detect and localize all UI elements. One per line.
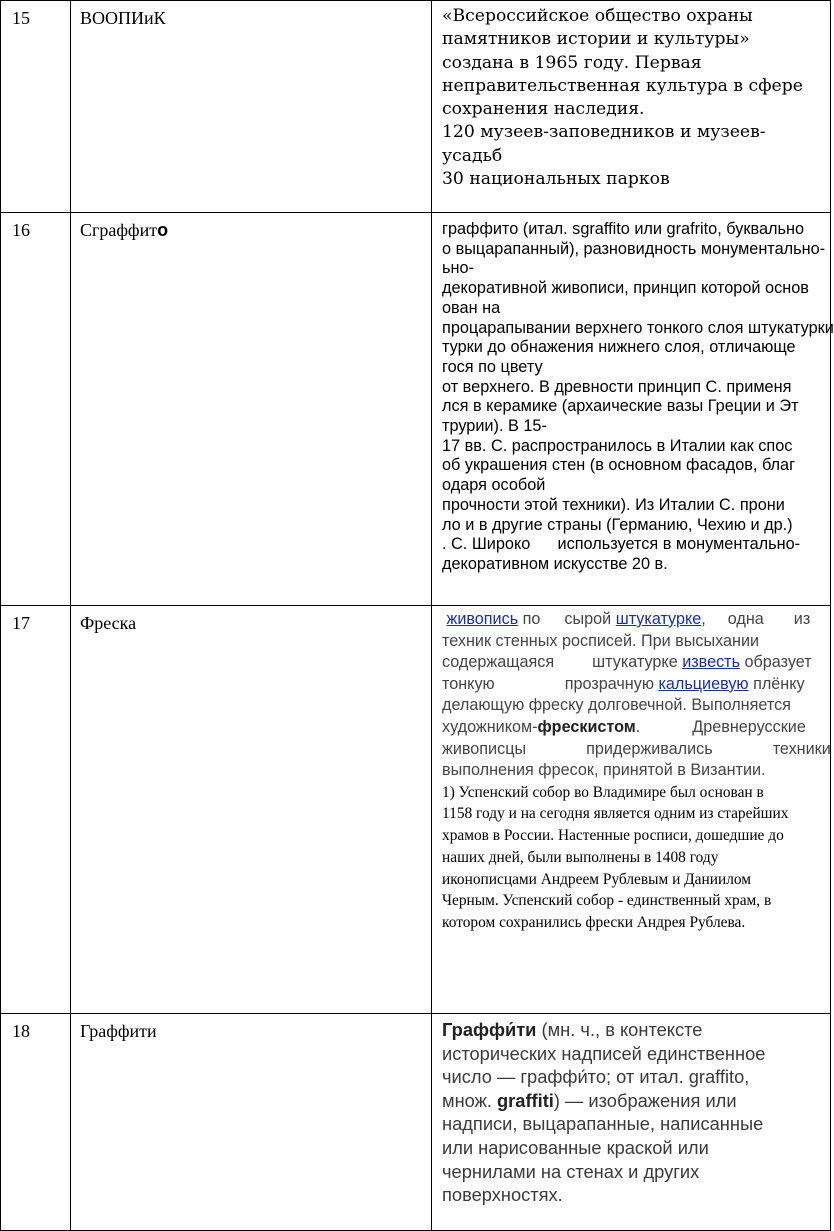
definition-cell bbox=[432, 606, 831, 1014]
link-lime[interactable]: известь bbox=[682, 653, 741, 672]
text-line: от верхнего. В древности принцип С. применя bbox=[442, 377, 792, 396]
link-calcium[interactable]: кальциевую bbox=[658, 674, 749, 693]
text-line bbox=[442, 717, 830, 739]
text-line bbox=[442, 609, 830, 631]
text-line: одаря особой bbox=[442, 476, 546, 495]
text-line: котором сохранились фрески Андрея Рублева. bbox=[442, 913, 746, 931]
text-run: техники bbox=[772, 739, 831, 758]
text-line: ьно- bbox=[442, 259, 474, 278]
text-line: 1) Успенский собор во Владимире был основан в bbox=[442, 783, 764, 801]
row-number: 17 bbox=[12, 613, 30, 633]
term-label: Фреска bbox=[80, 613, 137, 633]
table-row bbox=[1, 1, 831, 213]
text-line bbox=[442, 652, 830, 674]
row-number-cell bbox=[1, 1014, 71, 1231]
text-line: техник стенных росписей. При высыхании bbox=[442, 631, 760, 650]
text-run: тонкую bbox=[442, 674, 495, 693]
text-run: из bbox=[793, 610, 811, 628]
text-line: ло и в другие страны (Германию, Чехию и др.) bbox=[442, 515, 793, 534]
text-run: прозрачную bbox=[564, 674, 659, 693]
text-line: надписи, выцарапанные, написанные bbox=[442, 1113, 764, 1135]
text-line: о выцарапанный), разновидность монументально- bbox=[442, 239, 826, 258]
term-label: ВООПИиК bbox=[80, 8, 166, 28]
text-run: сырой bbox=[564, 610, 616, 628]
text-line: усадьб bbox=[442, 145, 503, 166]
text-run: живописцы bbox=[442, 739, 527, 758]
table-row bbox=[1, 1014, 831, 1231]
text-line: 17 вв. С. распространилось в Италии как спос bbox=[442, 436, 793, 455]
definition-text bbox=[432, 1014, 830, 1207]
link-painting[interactable]: живопись bbox=[446, 610, 519, 628]
row-number-cell bbox=[1, 213, 71, 606]
text-line: 120 музеев-заповедников и музеев- bbox=[442, 122, 766, 143]
text-line: трурии). В 15- bbox=[442, 417, 547, 436]
text-run: придерживались bbox=[586, 739, 713, 758]
text-run: содержащаяся bbox=[442, 653, 555, 672]
text-line: об украшения стен (в основном фасадов, благ bbox=[442, 456, 796, 475]
text-line: наших дней, были выполнены в 1408 году bbox=[442, 848, 719, 866]
text-run: образует bbox=[740, 653, 812, 672]
definition-text bbox=[432, 606, 830, 934]
text-run: . bbox=[635, 717, 641, 736]
text-run: по bbox=[518, 610, 541, 628]
definition-text bbox=[432, 213, 834, 575]
text-run: штукатурке bbox=[592, 653, 683, 672]
text-line: гося по цвету bbox=[442, 357, 543, 376]
text-line: выполнения фресок, принятой в Византии. bbox=[442, 761, 766, 780]
text-line: сохранения наследия. bbox=[442, 99, 645, 120]
term-cell bbox=[71, 1, 432, 213]
link-plaster[interactable]: штукатурке bbox=[615, 610, 702, 628]
text-line: 1158 году и на сегодня является одним из старейших bbox=[442, 805, 789, 823]
text-line bbox=[442, 1018, 830, 1042]
text-line: число — граффи́то; от итал. graffito, bbox=[442, 1066, 750, 1088]
text-run: одна bbox=[727, 610, 764, 628]
definition-text bbox=[432, 1, 830, 191]
text-line: храмов в России. Настенные росписи, дошедшие до bbox=[442, 827, 784, 845]
text-line: делающую фреску долговечной. Выполняется bbox=[442, 696, 791, 715]
table-row bbox=[1, 606, 831, 1014]
text-run: множ. bbox=[442, 1089, 498, 1111]
term-label bbox=[71, 213, 431, 242]
row-number-cell bbox=[1, 606, 71, 1014]
term-label-main: Сграффит bbox=[80, 220, 158, 240]
bold-text: graffiti bbox=[497, 1089, 554, 1111]
text-line: иконописцами Андреем Рублевым и Даниилом bbox=[442, 870, 752, 888]
fresco-description bbox=[442, 606, 830, 782]
text-line: поверхностях. bbox=[442, 1184, 563, 1206]
text-line: ован на bbox=[442, 298, 501, 317]
text-line: граффито (итал. sgraffito или grafrito, буквально bbox=[442, 220, 805, 238]
text-line: чернилами на стенах и других bbox=[442, 1160, 700, 1182]
text-line: декоративном искусстве 20 в. bbox=[442, 554, 668, 573]
text-line: исторических надписей единственное bbox=[442, 1042, 766, 1064]
text-line bbox=[442, 674, 830, 696]
text-run: плёнку bbox=[748, 674, 805, 693]
bold-text: Граффи́ти bbox=[442, 1019, 537, 1040]
term-label-ending: о bbox=[157, 220, 169, 240]
text-line: процарапывании верхнего тонкого слоя штукатурки bbox=[442, 318, 834, 337]
fresco-example bbox=[442, 782, 830, 934]
text-line: . С. Широко используется в монументально- bbox=[442, 535, 801, 554]
row-number: 18 bbox=[12, 1021, 30, 1041]
row-number: 15 bbox=[12, 8, 30, 28]
text-line bbox=[442, 1089, 830, 1113]
text-line: создана в 1965 году. Первая bbox=[442, 52, 702, 73]
text-run: , bbox=[701, 610, 706, 628]
term-cell bbox=[71, 1014, 432, 1231]
text-line: 30 национальных парков bbox=[442, 169, 670, 190]
text-line: декоративной живописи, принцип которой основ bbox=[442, 279, 809, 298]
table-row bbox=[1, 213, 831, 606]
term-cell bbox=[71, 213, 432, 606]
text-line: турки до обнажения нижнего слоя, отличающе bbox=[442, 338, 796, 357]
text-line: неправительственная культура в сфере bbox=[442, 75, 803, 96]
definition-cell bbox=[432, 1, 831, 213]
text-run: (мн. ч., в контексте bbox=[536, 1019, 703, 1040]
row-number: 16 bbox=[12, 220, 30, 240]
text-line: памятников истории и культуры» bbox=[442, 29, 750, 50]
text-line: или нарисованные краской или bbox=[442, 1136, 709, 1158]
text-line bbox=[442, 739, 830, 761]
text-line: прочности этой техники). Из Италии С. прони bbox=[442, 495, 785, 514]
bold-text: фрескистом bbox=[537, 717, 636, 736]
term-label: Граффити bbox=[80, 1021, 157, 1041]
row-number-cell bbox=[1, 1, 71, 213]
text-run: художником- bbox=[442, 717, 538, 736]
definition-cell bbox=[432, 1014, 831, 1231]
text-run: Древнерусские bbox=[692, 717, 806, 736]
text-line: «Всероссийское общество охраны bbox=[442, 6, 753, 26]
text-line: Черным. Успенский собор - единственный храм, в bbox=[442, 892, 772, 910]
text-line: лся в керамике (архаические вазы Греции и Эт bbox=[442, 397, 799, 416]
text-run: ) — изображения или bbox=[553, 1089, 737, 1111]
term-cell bbox=[71, 606, 432, 1014]
definition-cell bbox=[432, 213, 834, 606]
